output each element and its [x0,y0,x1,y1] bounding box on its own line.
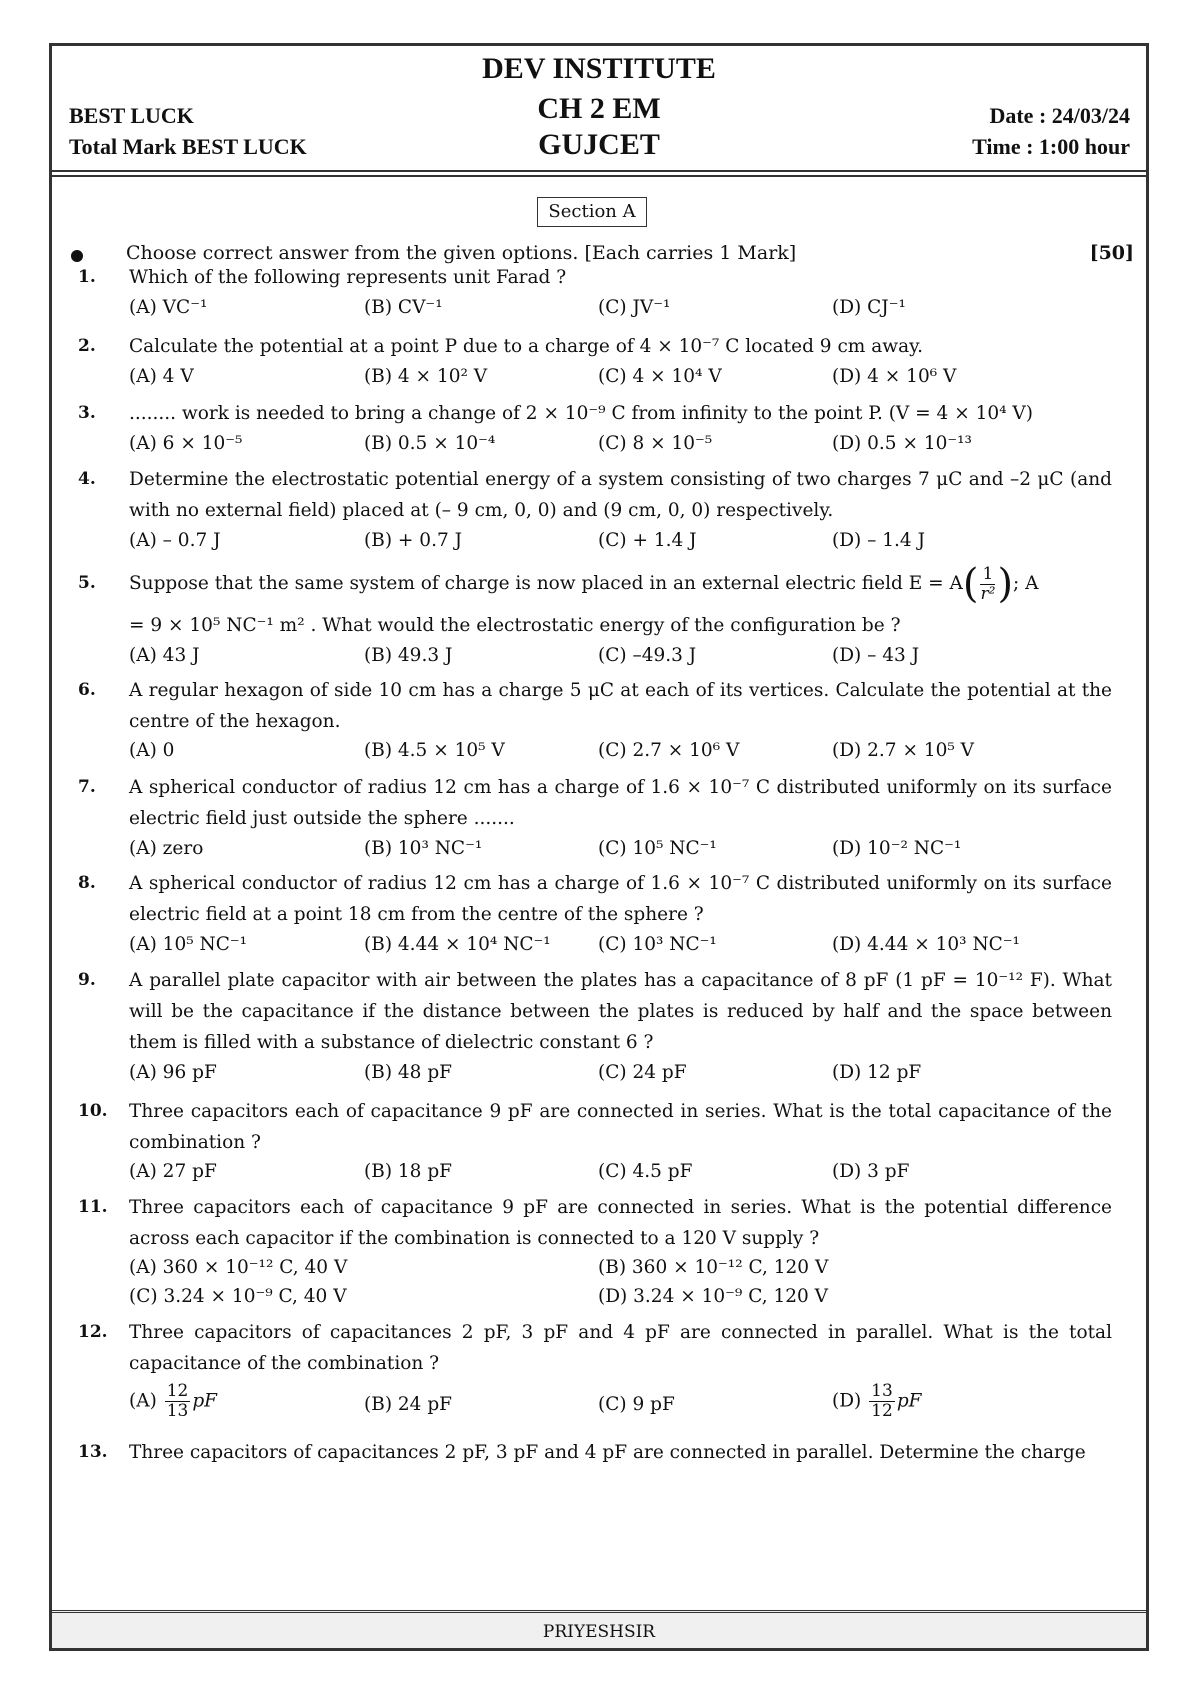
fraction [165,1382,191,1421]
instruction-text: Choose correct answer from the given options. [Each carries 1 Mark] [126,242,797,264]
question-number: 8. [78,873,96,893]
option-a: (A) 10⁵ NC⁻¹ [129,934,248,955]
option-c: (C) 3.24 × 10⁻⁹ C, 40 V [129,1286,347,1307]
header [52,46,1146,178]
options [129,525,1112,556]
question-text: Three capacitors of capacitances 2 pF, 3 pF and 4 pF are connected in parallel. What is the total capacitance of the combination ? [129,1322,1112,1374]
section-label: Section A [537,197,647,227]
option-b: (B) 18 pF [364,1161,453,1182]
option-d: (D) 12 pF [832,1062,922,1083]
question-number: 7. [78,777,96,797]
option-c: (C) 2.7 × 10⁶ V [598,740,740,761]
option-d: (D) 2.7 × 10⁵ V [832,740,975,761]
question-number: 13. [78,1442,108,1462]
question-number: 1. [78,267,96,287]
option-c: (C) 24 pF [598,1062,687,1083]
option-d: (D) 3 pF [832,1161,910,1182]
option-b: (B) 4.44 × 10⁴ NC⁻¹ [364,934,551,955]
option-a-label: (A) [129,1390,157,1412]
option-d: (D) 4 × 10⁶ V [832,366,957,387]
question-number: 11. [78,1197,108,1217]
options [129,640,1112,671]
question-number: 5. [78,573,96,593]
option-a: (A) – 0.7 J [129,530,221,551]
option-c: (C) 4 × 10⁴ V [598,366,722,387]
page-frame [49,43,1149,1651]
question-text: A parallel plate capacitor with air between the plates has a capacitance of 8 pF (1 pF = 10⁻¹² F). What will be the capacitance if the distance between the plates is reduced by half and the space between them is filled with a substance of dielectric constant 6 ? [129,970,1112,1053]
option-c: (C) 10³ NC⁻¹ [598,934,717,955]
option-c: (C) 9 pF [598,1394,675,1415]
left-paren: ( [962,561,979,607]
option-a: (A) zero [129,838,204,859]
option-b: (B) 48 pF [364,1062,453,1083]
question-text: Three capacitors each of capacitance 9 pF are connected in series. What is the potential difference across each capacitor if the combination is connected to a 120 V supply ? [129,1197,1112,1249]
options [129,1156,1112,1187]
options-row-2 [129,1281,1112,1312]
question-number: 12. [78,1322,108,1342]
options [129,1057,1112,1088]
option-c: (C) 10⁵ NC⁻¹ [598,838,717,859]
chapter-title: CH 2 EM [537,92,661,125]
question-text: Three capacitors each of capacitance 9 pF are connected in series. What is the total capacitance of the combination ? [129,1101,1112,1153]
option-c: (C) 4.5 pF [598,1161,693,1182]
best-luck-label: BEST LUCK [69,103,194,128]
option-a: (A) 6 × 10⁻⁵ [129,433,243,454]
fraction [980,565,995,604]
question-text: Which of the following represents unit Farad ? [129,267,567,288]
question-text: Determine the electrostatic potential energy of a system consisting of two charges 7 μC and –2 μC (and with no external field) placed at (– 9 cm, 0, 0) and (9 cm, 0, 0) respectively. [129,469,1112,521]
total-marks: [50] [1089,242,1134,264]
total-mark-label: Total Mark BEST LUCK [69,134,307,159]
fraction-numerator: 1 [980,565,995,585]
options-row-1 [129,1252,1112,1283]
option-d: (D) – 43 J [832,645,920,666]
option-b: (B) 24 pF [364,1394,453,1415]
option-b: (B) 4.5 × 10⁵ V [364,740,505,761]
exam-name: GUJCET [538,128,660,161]
fraction-numerator: 13 [871,1381,893,1401]
fraction-numerator: 12 [166,1381,189,1401]
question-number: 10. [78,1101,108,1121]
question-text: Three capacitors of capacitances 2 pF, 3 pF and 4 pF are connected in parallel. Determine the charge [129,1442,1086,1463]
question-number: 4. [78,469,96,489]
header-divider-2 [52,175,1146,177]
question-number: 2. [78,336,96,356]
option-d [832,1382,922,1421]
option-d: (D) – 1.4 J [832,530,925,551]
question-text-line-1 [129,556,1112,612]
option-d: (D) 10⁻² NC⁻¹ [832,838,962,859]
options [129,292,1112,323]
option-a [129,1382,217,1421]
option-d-label: (D) [832,1390,862,1412]
option-b: (B) 360 × 10⁻¹² C, 120 V [598,1257,829,1278]
option-c: (C) 8 × 10⁻⁵ [598,433,713,454]
option-d: (D) 3.24 × 10⁻⁹ C, 120 V [598,1286,829,1307]
unit: pF [896,1390,922,1412]
question-text: A spherical conductor of radius 12 cm has a charge of 1.6 × 10⁻⁷ C distributed uniformly on its surface electric field at a point 18 cm from the centre of the sphere ? [129,873,1112,925]
question-text-line-2: = 9 × 10⁵ NC⁻¹ m² . What would the electrostatic energy of the configuration be ? [129,615,901,636]
option-b: (B) 49.3 J [364,645,453,666]
header-divider [52,170,1146,172]
options [129,1381,1112,1421]
footer: PRIYESHSIR [52,1610,1146,1648]
option-a: (A) 27 pF [129,1161,217,1182]
fraction-denominator: r² [980,583,996,604]
option-a: (A) 4 V [129,366,194,387]
question-text: ........ work is needed to bring a change of 2 × 10⁻⁹ C from infinity to the point P. (V = 4 × 10⁴ V) [129,403,1034,424]
question-text: Suppose that the same system of charge is now placed in an external electric field E = A [129,573,963,594]
option-b: (B) + 0.7 J [364,530,463,551]
fraction-denominator: 12 [871,1401,893,1421]
option-b: (B) 0.5 × 10⁻⁴ [364,433,496,454]
bullet-icon [71,250,83,262]
option-a: (A) 360 × 10⁻¹² C, 40 V [129,1257,348,1278]
question-text: A regular hexagon of side 10 cm has a charge 5 μC at each of its vertices. Calculate the potential at the centre of the hexagon. [129,680,1112,732]
fraction [869,1382,895,1421]
option-d: (D) 4.44 × 10³ NC⁻¹ [832,934,1020,955]
option-d: (D) 0.5 × 10⁻¹³ [832,433,972,454]
question-text-tail: ; A [1013,573,1039,594]
options [129,428,1112,459]
option-b: (B) 4 × 10² V [364,366,488,387]
option-a: (A) 0 [129,740,175,761]
option-b: (B) CV⁻¹ [364,297,443,318]
option-c: (C) + 1.4 J [598,530,697,551]
options [129,735,1112,766]
question-number: 9. [78,970,96,990]
option-c: (C) JV⁻¹ [598,297,671,318]
option-b: (B) 10³ NC⁻¹ [364,838,483,859]
option-a: (A) 43 J [129,645,200,666]
question-number: 3. [78,403,96,423]
date-label: Date : 24/03/24 [989,103,1130,128]
option-a: (A) 96 pF [129,1062,217,1083]
right-paren: ) [997,561,1014,607]
options [129,361,1112,392]
option-a: (A) VC⁻¹ [129,297,208,318]
question-text: Calculate the potential at a point P due to a charge of 4 × 10⁻⁷ C located 9 cm away. [129,336,923,357]
options [129,833,1112,864]
time-label: Time : 1:00 hour [972,134,1130,159]
question-number: 6. [78,680,96,700]
options [129,929,1112,960]
unit: pF [192,1390,218,1412]
question-text: A spherical conductor of radius 12 cm has a charge of 1.6 × 10⁻⁷ C distributed uniformly on its surface electric field just outside the sphere ....... [129,777,1112,829]
fraction-denominator: 13 [166,1401,189,1421]
institute-name: DEV INSTITUTE [482,52,716,85]
option-c: (C) –49.3 J [598,645,697,666]
option-d: (D) CJ⁻¹ [832,297,906,318]
